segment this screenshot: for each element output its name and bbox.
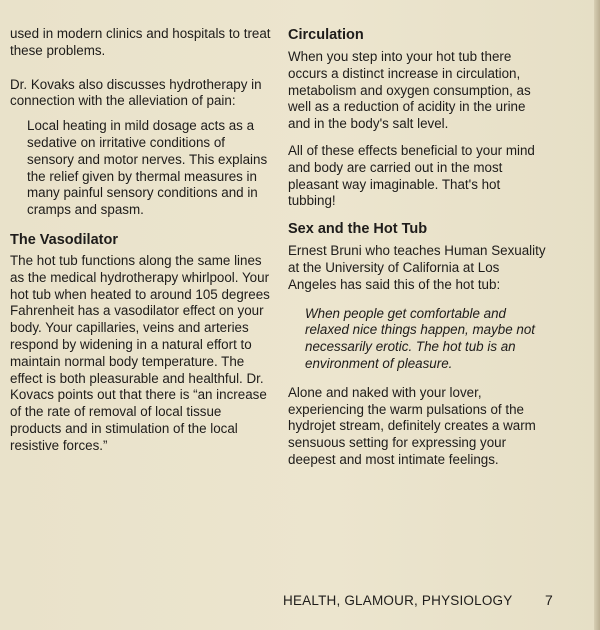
intro-paragraph: used in modern clinics and hospitals to treat these problems. [10,26,271,58]
bruni-quote: When people get comfortable and relaxed nice things happen, maybe not necessarily erotic. The hot tub is an environment of pleasure. [305,305,536,371]
circulation-paragraph: When you step into your hot tub there occurs a distinct increase in circulation, metabolism and oxygen consumption, as well as a reduction of acidity in the urine and in the body's salt level. [288,49,531,132]
right-column [288,26,550,469]
page-number: 7 [545,592,553,608]
effects-paragraph: All of these effects beneficial to your mind and body are carried out in the most pleasant way imaginable. That's hot tubbing! [288,142,535,209]
pain-quote: Local heating in mild dosage acts as a sedative on irritative conditions of sensory and motor nerves. This explains the relief given by thermal measures in many painful sensory conditions and in cramps and spasm. [27,118,268,218]
kovaks-lead-paragraph: Dr. Kovaks also discusses hydrotherapy in connection with the alleviation of pain: [10,76,262,109]
left-column [10,26,275,455]
bruni-paragraph: Ernest Bruni who teaches Human Sexuality at the University of California at Los Angeles has said this of the hot tub: [288,243,546,292]
page-edge [594,0,600,630]
heading-sex-and-hot-tub: Sex and the Hot Tub [288,221,428,238]
page-footer [283,592,553,609]
heading-circulation: Circulation [288,27,364,43]
footer-section-title: HEALTH, GLAMOUR, PHYSIOLOGY [283,593,513,608]
vasodilator-paragraph: The hot tub functions along the same lines as the medical hydrotherapy whirlpool. Your hot tub when heated to around 105 degrees Fahrenheit has a vasodilator effect on your body. Your capillaries, veins and arteries respond by widening in a natural effort to maintain normal body temperature. The effect is both pleasurable and healthful. Dr. Kovacs points out that there is “an increase of the rate of removal of local tissue products and in stimulation of the local resistive forces.” [10,252,270,453]
heading-vasodilator: The Vasodilator [10,231,118,248]
closing-paragraph: Alone and naked with your lover, experiencing the warm pulsations of the hydrojet stream, definitely creates a warm sensuous setting for expressing your deepest and most intimate feelings. [288,384,536,467]
